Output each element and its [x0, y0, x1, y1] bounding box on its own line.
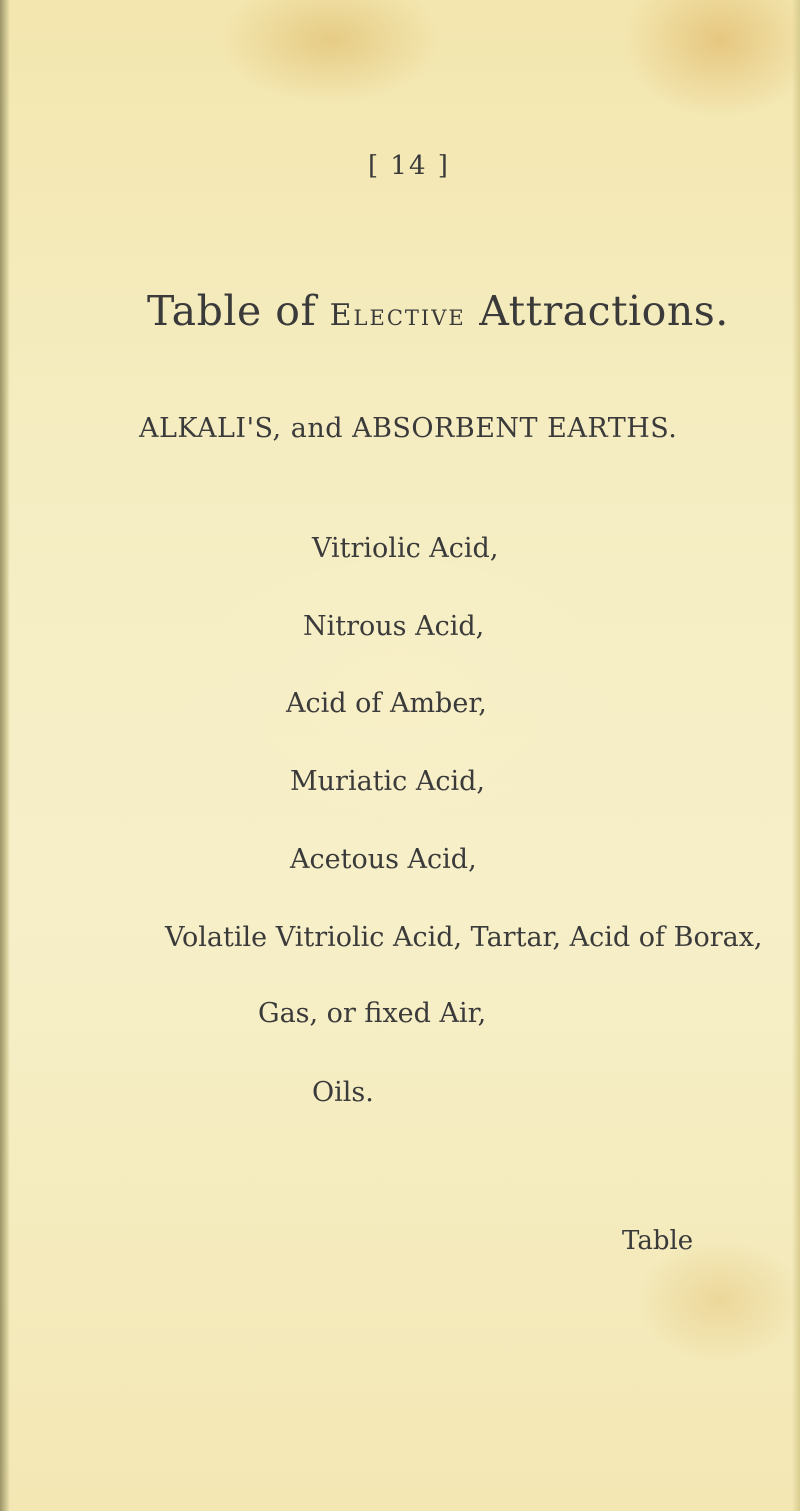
list-item: Oils.: [312, 1077, 374, 1108]
list-item: Gas, or fixed Air,: [258, 998, 487, 1029]
list-item: Nitrous Acid,: [303, 611, 485, 642]
page-spine-shadow: [0, 0, 10, 1511]
page-number: [ 14 ]: [368, 151, 450, 181]
table-heading: ALKALI'S, and ABSORBENT EARTHS.: [139, 413, 678, 444]
title-small-caps: Elective: [329, 298, 466, 333]
catchword: Table: [622, 1226, 694, 1256]
page-edge: [792, 0, 800, 1511]
title-tail: Attractions.: [465, 287, 729, 335]
list-item: Volatile Vitriolic Acid, Tartar, Acid of Borax,: [165, 922, 763, 953]
page-title: [147, 287, 729, 335]
list-item: Muriatic Acid,: [290, 766, 485, 797]
list-item: Vitriolic Acid,: [312, 533, 499, 564]
list-item: Acetous Acid,: [290, 844, 477, 875]
title-lead: Table of: [147, 287, 330, 335]
list-item: Acid of Amber,: [286, 688, 487, 719]
